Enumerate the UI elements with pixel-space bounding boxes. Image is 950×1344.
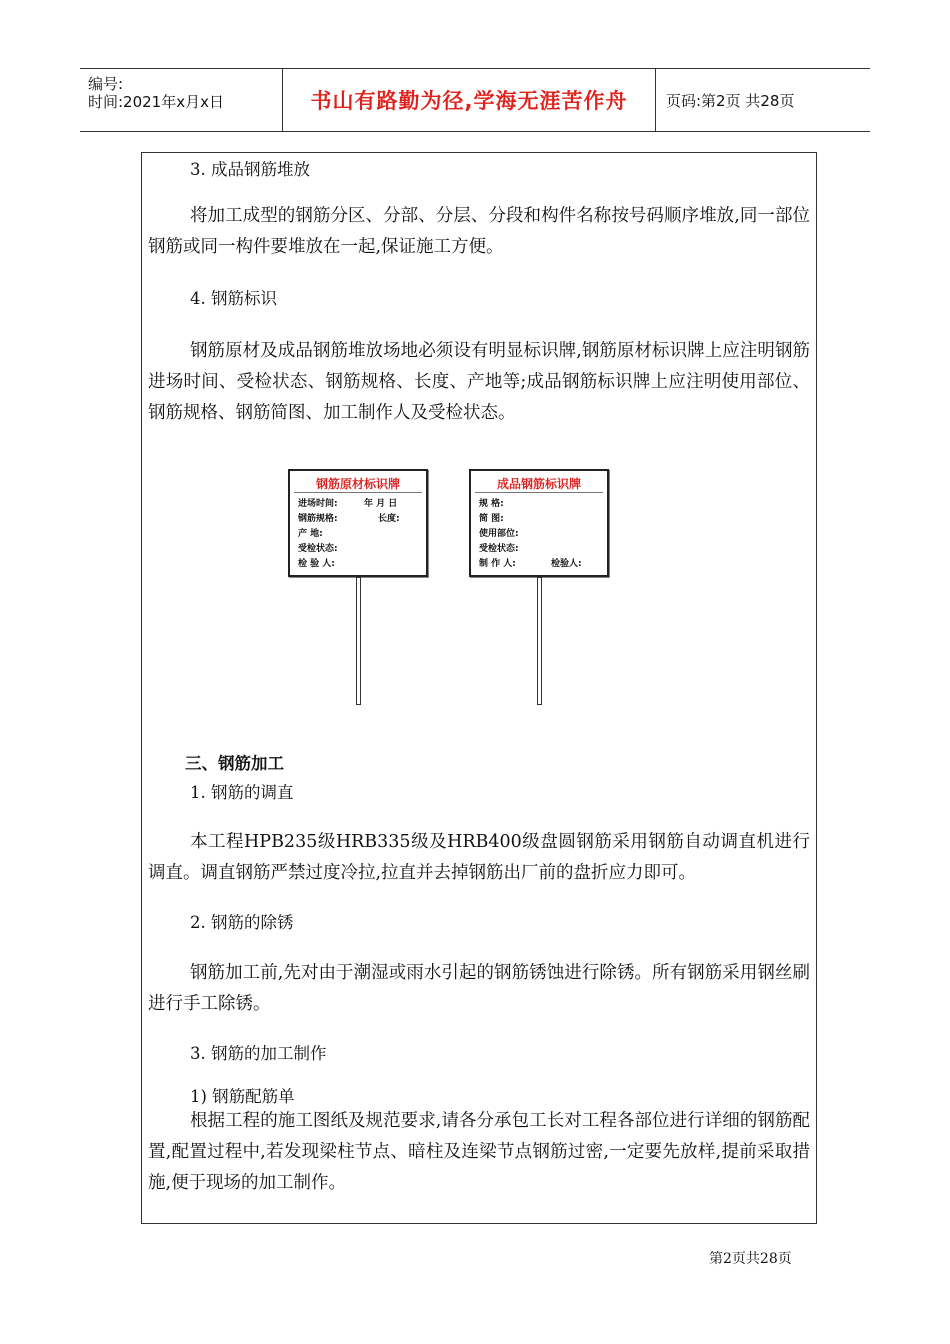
heading-fabricate: 3. 钢筋的加工制作: [190, 1044, 327, 1063]
raw-sign-line5: 检 验 人:: [298, 559, 335, 569]
finished-sign-line5b: 检验人:: [551, 559, 582, 569]
paragraph-stack: 将加工成型的钢筋分区、分部、分层、分段和构件名称按号码顺序堆放,同一部位钢筋或同一构件要堆放在一起,保证施工方便。: [148, 206, 810, 257]
raw-sign-title: 钢筋原材标识牌: [315, 477, 400, 491]
section-title-processing: 三、钢筋加工: [185, 754, 284, 773]
raw-sign-pole: [356, 577, 361, 705]
page-info: 页码:第2页 共28页: [666, 91, 795, 110]
raw-sign-line1a: 进场时间:: [298, 499, 338, 509]
serial-label: 编号:: [88, 75, 124, 93]
finished-sign-pole: [537, 577, 542, 705]
finished-sign-line2: 简 图:: [479, 514, 504, 524]
header-page-cell: [654, 69, 870, 131]
raw-material-sign: [288, 469, 428, 577]
finished-sign-title: 成品钢筋标识牌: [496, 477, 581, 491]
paragraph-schedule: 根据工程的施工图纸及规范要求,请各分承包工长对工程各部位进行详细的钢筋配置,配置过程中,若发现梁柱节点、暗柱及连梁节点钢筋过密,一定要先放样,提前采取措施,便于现场的加工制作。: [148, 1111, 810, 1193]
raw-sign-line4: 受检状态:: [298, 544, 338, 554]
finished-sign-line3: 使用部位:: [479, 529, 519, 539]
paragraph-straighten: 本工程HPB235级HRB335级及HRB400级盘圆钢筋采用钢筋自动调直机进行调直。调直钢筋严禁过度冷拉,拉直并去掉钢筋出厂前的盘折应力即可。: [148, 832, 810, 883]
header-meta: [80, 69, 282, 131]
raw-sign-line2b: 长度:: [378, 514, 400, 524]
heading-stack: 3. 成品钢筋堆放: [190, 160, 310, 179]
heading-straighten: 1. 钢筋的调直: [190, 783, 294, 802]
finished-sign-divider: [475, 492, 603, 493]
paragraph-mark: 钢筋原材及成品钢筋堆放场地必须设有明显标识牌,钢筋原材标识牌上应注明钢筋进场时间、受检状态、钢筋规格、长度、产地等;成品钢筋标识牌上应注明使用部位、钢筋规格、钢筋简图、加工制作人及受检状态。: [148, 341, 810, 423]
paragraph-derust: 钢筋加工前,先对由于潮湿或雨水引起的钢筋锈蚀进行除锈。所有钢筋采用钢丝刷进行手工除锈。: [148, 963, 810, 1014]
finished-sign-line5a: 制 作 人:: [479, 559, 516, 569]
heading-mark: 4. 钢筋标识: [190, 289, 277, 308]
raw-sign-line1b: 年 月 日: [364, 499, 398, 509]
page-header: [80, 68, 870, 132]
date-label: 时间:2021年x月x日: [88, 93, 224, 111]
finished-sign-line1: 规 格:: [479, 499, 504, 509]
page-footer: 第2页共28页: [709, 1251, 792, 1267]
finished-sign-line4: 受检状态:: [479, 544, 519, 554]
finished-product-sign: [469, 469, 609, 577]
raw-sign-line3: 产 地:: [298, 529, 323, 539]
header-motto-cell: [282, 69, 656, 131]
heading-derust: 2. 钢筋的除锈: [190, 913, 294, 932]
heading-schedule: 1) 钢筋配筋单: [190, 1087, 295, 1106]
raw-sign-line2a: 钢筋规格:: [298, 514, 338, 524]
motto: 书山有路勤为径,学海无涯苦作舟: [310, 89, 628, 113]
raw-sign-divider: [294, 492, 422, 493]
content-box: [141, 152, 817, 1224]
